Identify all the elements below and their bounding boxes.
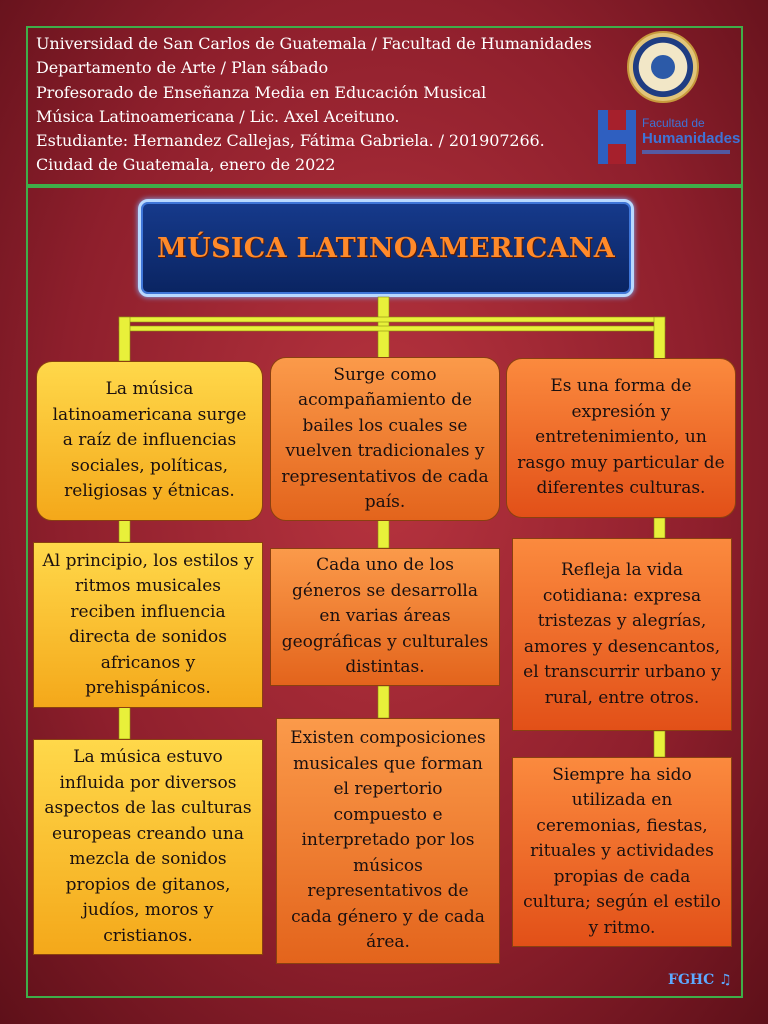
faculty-logo-text-1: Facultad de (642, 116, 705, 130)
node-col2-row1-text: Surge como acompañamiento de bailes los cuales se vuelven tradicionales y representativos de cada país. (281, 364, 489, 512)
connector-col2-a (378, 520, 389, 548)
node-col3-row2 (512, 538, 732, 731)
author-initials-footer: FGHC ♫ (668, 972, 732, 988)
node-col1-row3-text: La música estuvo influida por diversos aspectos de las culturas europeas creando una mezcla de sonidos propios de gitanos, judíos, moros y cristianos. (44, 747, 252, 946)
connector-col1-b (119, 707, 130, 739)
node-col1-row2-text: Al principio, los estilos y ritmos musicales reciben influencia directa de sonidos africanos y prehispánicos. (42, 550, 254, 698)
node-col3-row3 (512, 757, 732, 947)
node-col3-row1-text: Es una forma de expresión y entretenimiento, un rasgo muy particular de diferentes culturas. (517, 376, 725, 499)
node-col1-row3 (33, 739, 263, 955)
node-col3-row1 (506, 358, 736, 518)
header-line-place-date: Ciudad de Guatemala, enero de 2022 (36, 155, 336, 175)
header-line-department: Departamento de Arte / Plan sábado (36, 58, 329, 78)
node-col2-row3-text: Existen composiciones musicales que forman el repertorio compuesto e interpretado por los músicos representativos de cada género y de cada área. (290, 728, 486, 953)
connector-drop-right (654, 317, 665, 361)
node-col2-row2 (270, 548, 500, 686)
node-col2-row3 (276, 718, 500, 964)
node-col2-row1 (270, 357, 500, 521)
node-col1-row1 (36, 361, 263, 521)
node-col3-row2-text: Refleja la vida cotidiana: expresa tristezas y alegrías, amores y desencantos, el transcurrir urbano y rural, entre otros. (523, 560, 721, 708)
connector-bar-bottom (119, 326, 665, 331)
diagram-title: MÚSICA LATINOAMERICANA (157, 232, 615, 264)
connector-col3-b (654, 731, 665, 757)
connector-col1-a (119, 520, 130, 542)
connector-col2-b (378, 686, 389, 718)
node-col3-row3-text: Siempre ha sido utilizada en ceremonias, fiestas, rituales y actividades propias de cada cultura; según el estilo y ritmo. (523, 764, 721, 938)
node-col1-row1-text: La música latinoamericana surge a raíz de influencias sociales, políticas, religiosas y étnicas. (52, 379, 247, 502)
faculty-logo-text-2: Humanidades (642, 130, 741, 147)
header-line-student: Estudiante: Hernandez Callejas, Fátima Gabriela. / 201907266. (36, 131, 545, 151)
header-line-course: Música Latinoamericana / Lic. Axel Aceituno. (36, 106, 400, 126)
node-col2-row2-text: Cada uno de los géneros se desarrolla en varias áreas geográficas y culturales distintas. (281, 555, 489, 678)
header-line-university: Universidad de San Carlos de Guatemala / Facultad de Humanidades (36, 34, 592, 53)
node-col1-row2 (33, 542, 263, 708)
header-line-program: Profesorado de Enseñanza Media en Educación Musical (36, 82, 487, 102)
connector-col3-a (654, 518, 665, 538)
connector-bar-top (119, 317, 665, 322)
connector-drop-left (119, 317, 130, 361)
